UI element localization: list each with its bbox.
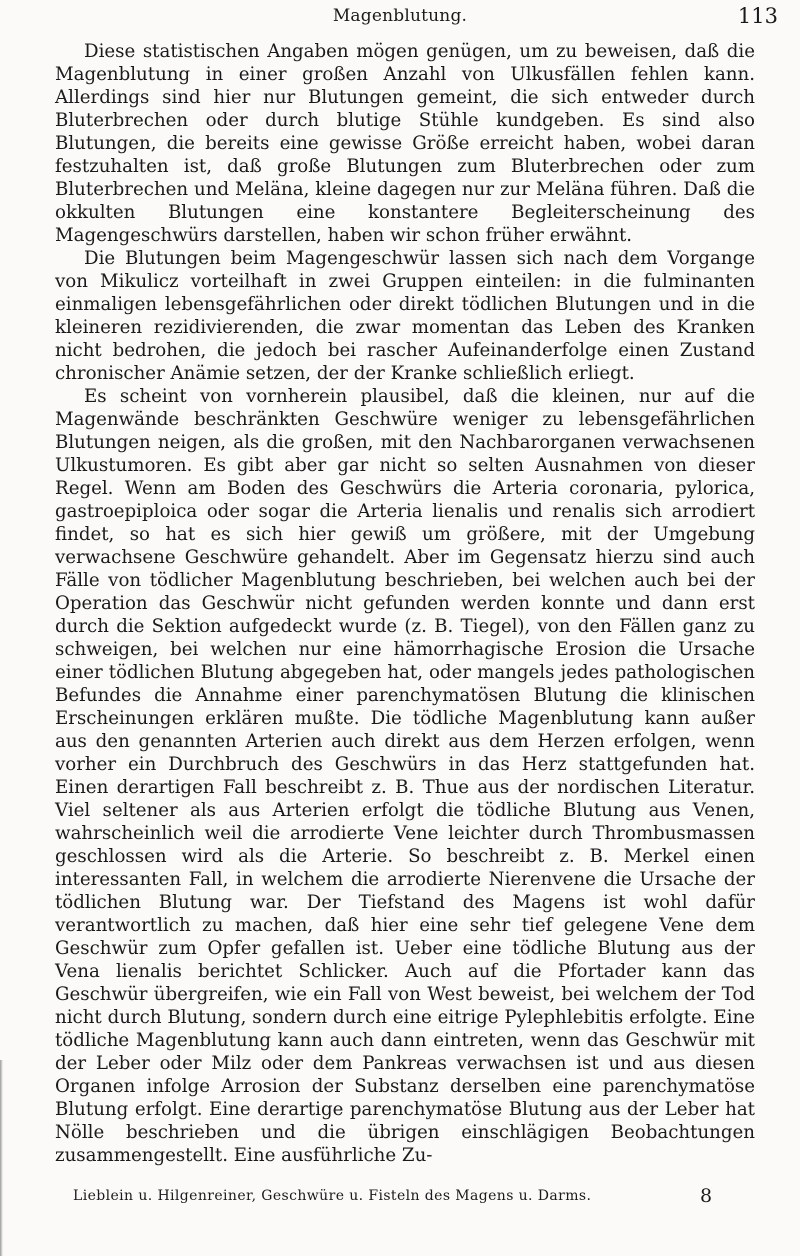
paragraph-2: Die Blutungen beim Magengeschwür lassen sich nach dem Vorgange von Mikulicz vorteilhaft in zwei Gruppen einteilen: in die fulminanten einmaligen lebensgefährlichen oder direkt tödlichen Blutungen und in die kleineren rezidivierenden, die zwar momentan das Leben des Kranken nicht bedrohen, die jedoch bei rascher Aufeinanderfolge einen Zustand chronischer Anämie setzen, der der Kranke schließlich erliegt. (55, 248, 755, 384)
page-header (0, 6, 800, 36)
binding-shadow (0, 1060, 3, 1256)
footer-authors: Lieblein u. Hilgenreiner, Geschwüre u. Fisteln des Magens u. Darms. (73, 1188, 592, 1204)
paragraph-3: Es scheint von vornherein plausibel, daß die kleinen, nur auf die Magenwände beschränkten Geschwüre weniger zu lebensgefährlichen Blutungen neigen, als die großen, mit den Nachbarorganen verwachsenen Ulkustumoren. Es gibt aber gar nicht so selten Ausnahmen von dieser Regel. Wenn am Boden des Geschwürs die Arteria coronaria, pylorica, gastroepiploica oder sogar die Arteria lienalis und renalis sich arrodiert findet, so hat es sich hier gewiß um größere, mit der Umgebung verwachsene Geschwüre gehandelt. Aber im Gegensatz hierzu sind auch Fälle von tödlicher Magenblutung beschrieben, bei welchen auch bei der Operation das Geschwür nicht gefunden werden konnte und dann erst durch die Sektion aufgedeckt wurde (z. B. Tiegel), von den Fällen ganz zu schweigen, bei welchen nur eine hämorrhagische Erosion die Ursache einer tödlichen Blutung abgegeben hat, oder mangels jedes pathologischen Befundes die Annahme einer parenchymatösen Blutung die klinischen Erscheinungen erklären mußte. Die tödliche Magenblutung kann außer aus den genannten Arterien auch direkt aus dem Herzen erfolgen, wenn vorher ein Durchbruch des Geschwürs in das Herz stattgefunden hat. Einen derartigen Fall beschreibt z. B. Thue aus der nordischen Literatur. Viel seltener als aus Arterien erfolgt die tödliche Blutung aus Venen, wahrscheinlich weil die arrodierte Vene leichter durch Thrombusmassen geschlossen wird als die Arterie. So beschreibt z. B. Merkel einen interessanten Fall, in welchem die arrodierte Nierenvene die Ursache der tödlichen Blutung war. Der Tiefstand des Magens ist wohl dafür verantwortlich zu machen, daß hier eine sehr tief gelegene Vene dem Geschwür zum Opfer gefallen ist. Ueber eine tödliche Blutung aus der Vena lienalis berichtet Schlicker. Auch auf die Pfortader kann das Geschwür übergreifen, wie ein Fall von West beweist, bei welchem der Tod nicht durch Blutung, sondern durch eine eitrige Pylephlebitis erfolgte. Eine tödliche Magenblutung kann auch dann eintreten, wenn das Geschwür mit der Leber oder Milz oder dem Pankreas verwachsen ist und aus diesen Organen infolge Arrosion der Substanz derselben eine parenchymatöse Blutung erfolgt. Eine derartige parenchymatöse Blutung aus der Leber hat Nölle beschrieben und die übrigen einschlägigen Beobachtungen zusammengestellt. Eine ausführliche Zu- (55, 386, 755, 1166)
sheet-signature: 8 (700, 1185, 713, 1207)
paragraph-1: Diese statistischen Angaben mögen genügen, um zu beweisen, daß die Magenblutung in einer großen Anzahl von Ulkusfällen fehlen kann. Allerdings sind hier nur Blutungen gemeint, die sich entweder durch Bluterbrechen oder durch blutige Stühle kundgeben. Es sind also Blutungen, die bereits eine gewisse Größe erreicht haben, wobei daran festzuhalten ist, daß große Blutungen zum Bluterbrechen oder zum Bluterbrechen und Meläna, kleine dagegen nur zur Meläna führen. Daß die okkulten Blutungen eine konstantere Begleiterscheinung des Magengeschwürs darstellen, haben wir schon früher erwähnt. (55, 41, 755, 246)
body-text (55, 40, 755, 1167)
running-title: Magenblutung. (332, 6, 468, 26)
page-number: 113 (737, 4, 778, 28)
